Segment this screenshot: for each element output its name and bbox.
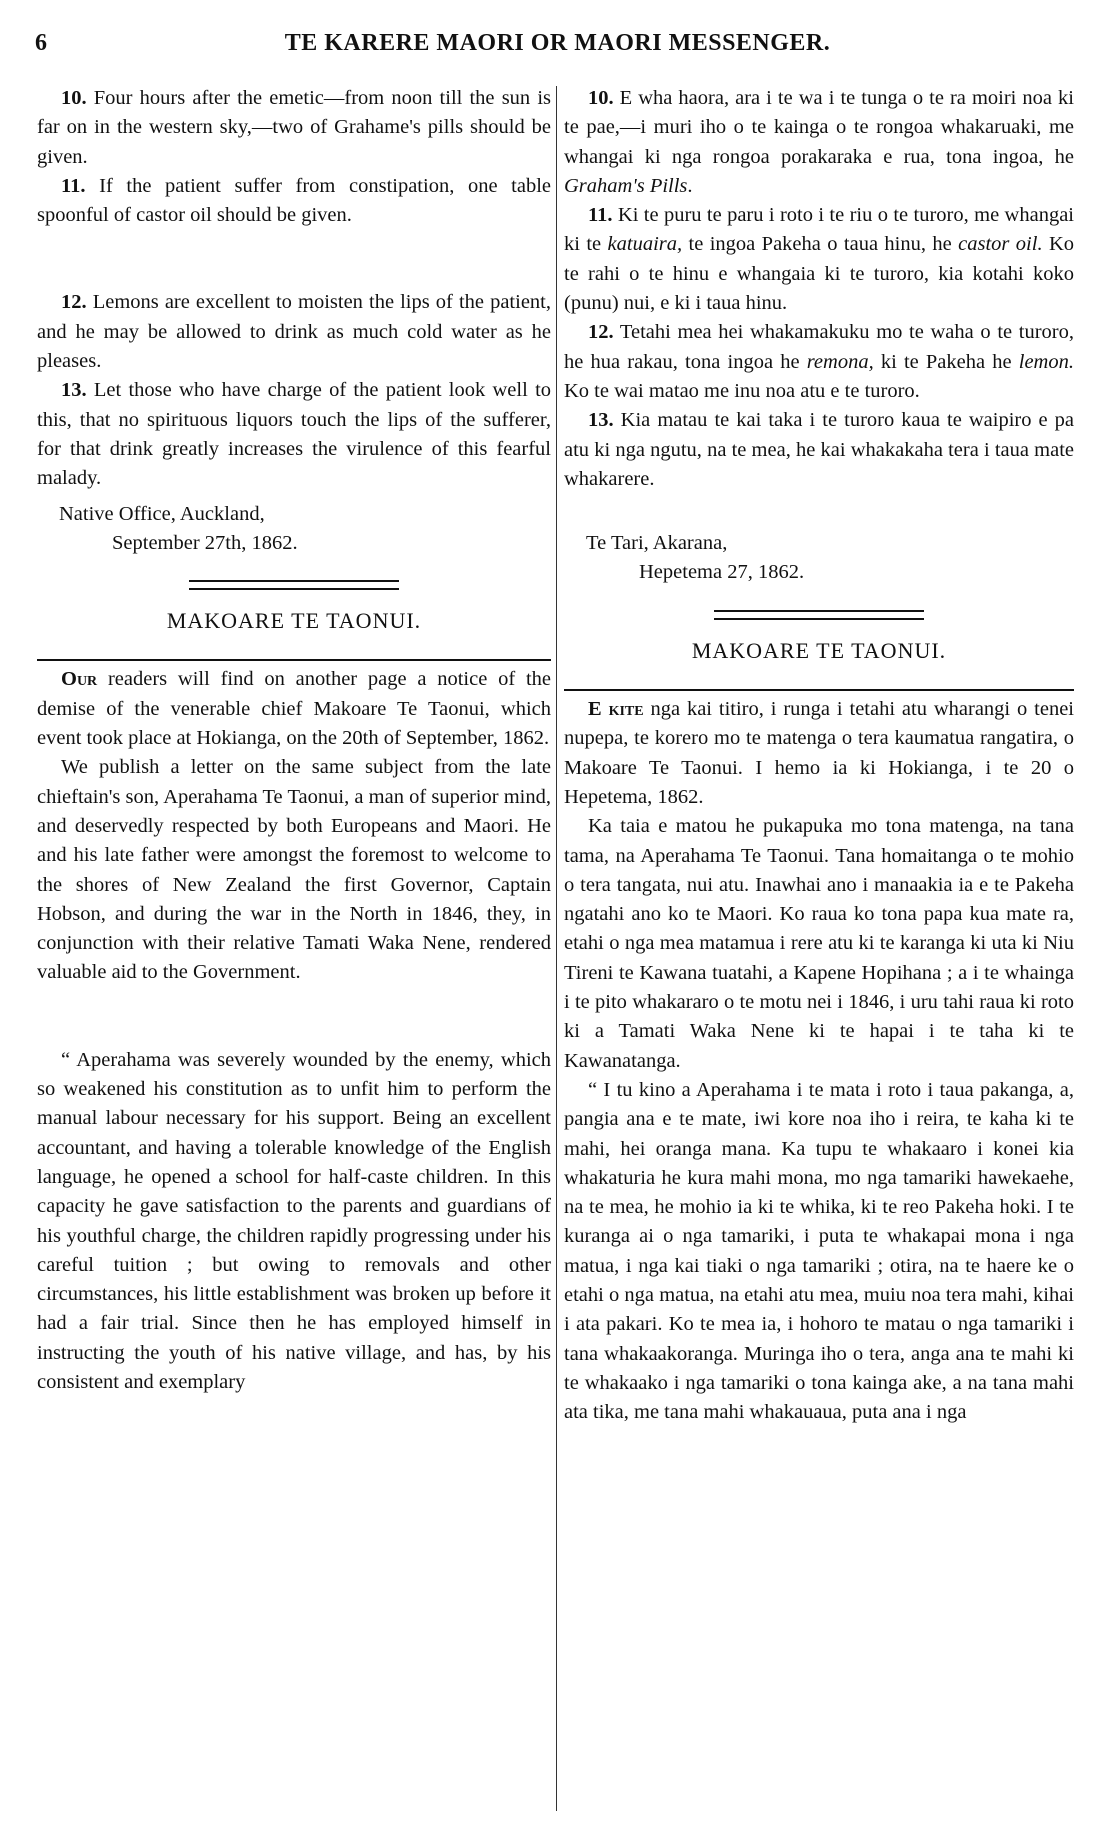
section-title-mi: MAKOARE TE TAONUI. xyxy=(691,637,947,663)
paragraph-13-en: 13. Let those who have charge of the patient look well to this, that no spirituous liquors touch the lips of the sufferer, for that drink greatly increases the virulence of this fearful malady. xyxy=(37,379,552,490)
paragraph-10-mi: 10. E wha haora, ara i te wa i te tunga o te ra moiri noa ki te pae,—i muri iho o te kainga o te rongoa whakaruaki, me whangai ki nga rongoa porakaraka e rua, tona ingoa, he Graham's Pills. xyxy=(564,87,1074,197)
article-paragraph-1-mi: E kite nga kai titiro, i runga i tetahi atu wharangi o tenei nupepa, te korero mo te matenga o tera kaumatua rangatira, o Makoare Te Taonui. I hemo ia ki Hokianga, i te 20 o Hepetema, 1862. xyxy=(564,698,1074,808)
article-paragraph-3-mi: “ I tu kino a Aperahama i te mata i roto i taua pakanga, a, pangia ana e te mate, iwi kore noa iho i reira, te kaha ki te mahi, hei oranga mana. Ka tupu te whakaaro i konei kia whakaturia he kura mahi mona, mo nga tamariki hawekaehe, na te mea, he mohio ia ki te whika, ki te reo Pakeha hoki. I te kuranga ai o nga tamariki, i puta te whakapai mona i nga matua, i nga kai tiaki o nga tamariki ; otira, na te haere ke o etahi o nga matua, na etahi atu mea, muiu noa tera mahi, kihai i ata pakari. Ko te mea ia, i hohoro te matau o nga tamariki i tana whakaakoranga. Muringa iho o tera, anga ana te mahi ki te whakaako i nga tamariki o tona kainga ake, a na tana mahi ata tika, me tana mahi whakauaua, puta ana i nga xyxy=(564,1078,1074,1424)
article-paragraph-2-en: We publish a letter on the same subject from the late chieftain's son, Aperahama Te Taonui, a man of superior mind, and deservedly respected by both Europeans and Maori. He and his late father were amongst the foremost to welcome to the shores of New Zealand the first Governor, Captain Hobson, and during the war in the North in 1846, they, in conjunction with their relative Tamati Waka Nene, rendered valuable aid to the Government. xyxy=(37,756,551,984)
title-rule-mi xyxy=(564,689,1074,691)
signature-place-mi: Te Tari, Akarana, xyxy=(586,532,728,555)
page-number: 6 xyxy=(35,30,47,56)
title-rule-en xyxy=(37,659,551,661)
section-title-en: MAKOARE TE TAONUI. xyxy=(166,608,422,634)
maori-column xyxy=(564,84,1074,1427)
article-paragraph-3-en: “ Aperahama was severely wounded by the enemy, which so weakened his constitution as to unfit him to perform the manual labour necessary for his support. Being an excellent accountant, and having a tolerable knowledge of the English language, he opened a school for half-caste children. In this capacity he gave satisfaction to the parents and guardians of his youthful charge, the children rapidly progressing under his careful tuition ; but owing to removals and other circumstances, his little establishment was broken up before it had a fair trial. Since then he has employed himself in instructing the youth of his native village, and has, by his consistent and exemplary xyxy=(37,1048,551,1393)
english-column xyxy=(37,84,551,1397)
paragraph-12-en: 12. Lemons are excellent to moisten the lips of the patient, and he may be allowed to drink as much cold water as he pleases. xyxy=(37,291,551,373)
article-paragraph-1-en: Our readers will find on another page a notice of the demise of the venerable chief Makoare Te Taonui, which event took place at Hokianga, on the 20th of September, 1862. xyxy=(37,668,551,750)
paragraph-11-en: 11. If the patient suffer from constipation, one table spoonful of castor oil should be given. xyxy=(37,174,551,227)
page-header xyxy=(35,30,1080,70)
running-title: TE KARERE MAORI OR MAORI MESSENGER. xyxy=(284,30,831,56)
double-rule-en xyxy=(189,580,399,590)
double-rule-mi xyxy=(714,610,924,620)
signature-place-en: Native Office, Auckland, xyxy=(59,502,265,525)
article-paragraph-2-mi: Ka taia e matou he pukapuka mo tona matenga, na tana tama, na Aperahama Te Taonui. Tana homaitanga o te mohio o tera tangata, nui atu. Inawhai ano i manaakia ia e te Pakeha ngatahi ano ko te Maori. Ko raua ko tona papa kua mate ra, etahi o nga mea matamua i rere atu ki te karanga ki uta ki Niu Tireni te Kawana tuatahi, a Kapene Hopihana ; a i te whainga i te pito whakararo o te motu nei i 1846, i uru tahi raua ki roto ki a Tamati Waka Nene ki te hapai i te taha ki te Kawanatanga. xyxy=(564,815,1074,1072)
signature-date-en: September 27th, 1862. xyxy=(112,531,298,554)
paragraph-13-mi: 13. Kia matau te kai taka i te turoro kaua te waipiro e pa atu ki nga ngutu, na te mea, he kai whakakaha tera i taua mate whakarere. xyxy=(564,409,1074,490)
paragraph-10-en: 10. Four hours after the emetic—from noon till the sun is far on in the western sky,—two of Grahame's pills should be given. xyxy=(37,87,551,168)
paragraph-11-mi: 11. Ki te puru te paru i roto i te riu o te turoro, me whangai ki te katuaira, te ingoa Pakeha o taua hinu, he castor oil. Ko te rahi o te hinu e whangaia ki te turoro, kia kotahi koko (punu) nui, e ki i taua hinu. xyxy=(564,204,1075,315)
column-divider xyxy=(556,86,557,1811)
signature-date-mi: Hepetema 27, 1862. xyxy=(639,561,805,584)
paragraph-12-mi: 12. Tetahi mea hei whakamakuku mo te waha o te turoro, he hua rakau, tona ingoa he remona, ki te Pakeha he lemon. Ko te wai matao me inu noa atu e te turoro. xyxy=(564,321,1074,402)
